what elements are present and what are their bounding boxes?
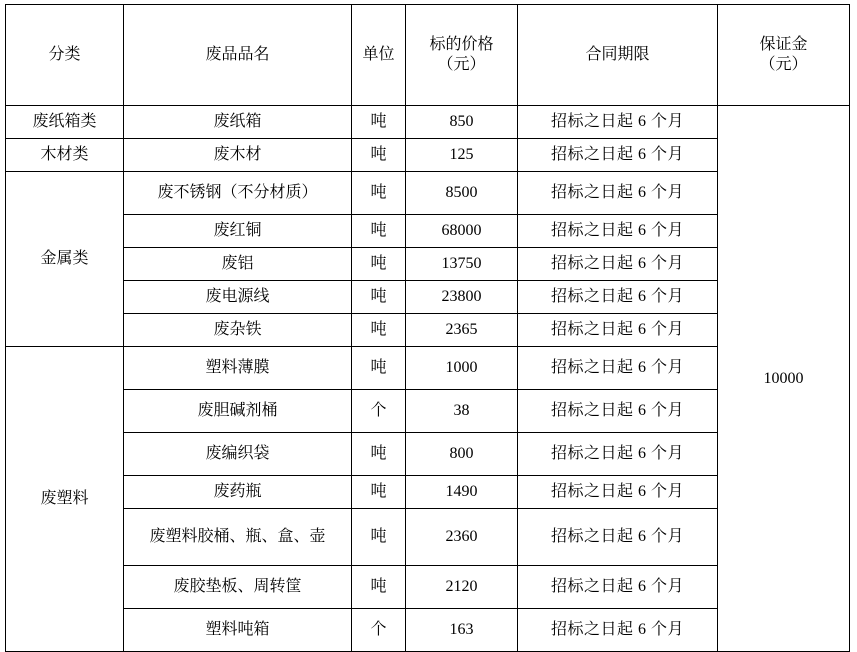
product-cell: 塑料薄膜 bbox=[124, 347, 352, 390]
category-cell: 木材类 bbox=[6, 139, 124, 172]
document-page bbox=[0, 4, 857, 638]
price-cell: 1490 bbox=[406, 476, 518, 509]
term-cell: 招标之日起 6 个月 bbox=[518, 390, 718, 433]
header-product: 废品品名 bbox=[124, 5, 352, 106]
unit-cell: 吨 bbox=[352, 566, 406, 609]
term-cell: 招标之日起 6 个月 bbox=[518, 248, 718, 281]
term-cell: 招标之日起 6 个月 bbox=[518, 106, 718, 139]
unit-cell: 吨 bbox=[352, 314, 406, 347]
unit-cell: 吨 bbox=[352, 509, 406, 566]
term-cell: 招标之日起 6 个月 bbox=[518, 139, 718, 172]
unit-cell: 吨 bbox=[352, 347, 406, 390]
product-cell: 废铝 bbox=[124, 248, 352, 281]
price-cell: 1000 bbox=[406, 347, 518, 390]
header-category: 分类 bbox=[6, 5, 124, 106]
price-cell: 163 bbox=[406, 609, 518, 652]
header-deposit-line1: 保证金 bbox=[759, 36, 808, 53]
table-row bbox=[6, 106, 850, 139]
product-cell: 废不锈钢（不分材质） bbox=[124, 172, 352, 215]
term-cell: 招标之日起 6 个月 bbox=[518, 609, 718, 652]
price-cell: 800 bbox=[406, 433, 518, 476]
product-cell: 废编织袋 bbox=[124, 433, 352, 476]
term-cell: 招标之日起 6 个月 bbox=[518, 476, 718, 509]
unit-cell: 吨 bbox=[352, 172, 406, 215]
price-cell: 2365 bbox=[406, 314, 518, 347]
product-cell: 废塑料胶桶、瓶、盒、壶 bbox=[124, 509, 352, 566]
price-cell: 68000 bbox=[406, 215, 518, 248]
header-price bbox=[406, 5, 518, 106]
table-header-row bbox=[6, 5, 850, 106]
header-deposit-line2: （元） bbox=[759, 56, 808, 73]
term-cell: 招标之日起 6 个月 bbox=[518, 566, 718, 609]
category-cell: 金属类 bbox=[6, 172, 124, 347]
unit-cell: 吨 bbox=[352, 476, 406, 509]
product-cell: 废药瓶 bbox=[124, 476, 352, 509]
price-cell: 850 bbox=[406, 106, 518, 139]
deposit-cell: 10000 bbox=[718, 106, 850, 652]
category-cell: 废塑料 bbox=[6, 347, 124, 652]
unit-cell: 个 bbox=[352, 609, 406, 652]
price-cell: 23800 bbox=[406, 281, 518, 314]
term-cell: 招标之日起 6 个月 bbox=[518, 314, 718, 347]
product-cell: 废胆碱剂桶 bbox=[124, 390, 352, 433]
category-cell: 废纸箱类 bbox=[6, 106, 124, 139]
term-cell: 招标之日起 6 个月 bbox=[518, 215, 718, 248]
product-cell: 废红铜 bbox=[124, 215, 352, 248]
header-price-line1: 标的价格 bbox=[429, 36, 494, 53]
product-cell: 废胶垫板、周转筐 bbox=[124, 566, 352, 609]
term-cell: 招标之日起 6 个月 bbox=[518, 172, 718, 215]
product-cell: 废电源线 bbox=[124, 281, 352, 314]
price-cell: 38 bbox=[406, 390, 518, 433]
term-cell: 招标之日起 6 个月 bbox=[518, 433, 718, 476]
header-term: 合同期限 bbox=[518, 5, 718, 106]
unit-cell: 吨 bbox=[352, 433, 406, 476]
term-cell: 招标之日起 6 个月 bbox=[518, 281, 718, 314]
product-cell: 废木材 bbox=[124, 139, 352, 172]
unit-cell: 吨 bbox=[352, 139, 406, 172]
header-unit: 单位 bbox=[352, 5, 406, 106]
product-cell: 废杂铁 bbox=[124, 314, 352, 347]
price-cell: 8500 bbox=[406, 172, 518, 215]
waste-price-table bbox=[5, 4, 850, 652]
unit-cell: 吨 bbox=[352, 281, 406, 314]
term-cell: 招标之日起 6 个月 bbox=[518, 347, 718, 390]
unit-cell: 吨 bbox=[352, 215, 406, 248]
unit-cell: 个 bbox=[352, 390, 406, 433]
price-cell: 2360 bbox=[406, 509, 518, 566]
price-cell: 125 bbox=[406, 139, 518, 172]
unit-cell: 吨 bbox=[352, 248, 406, 281]
header-deposit bbox=[718, 5, 850, 106]
price-cell: 2120 bbox=[406, 566, 518, 609]
unit-cell: 吨 bbox=[352, 106, 406, 139]
header-price-line2: （元） bbox=[437, 56, 486, 73]
price-cell: 13750 bbox=[406, 248, 518, 281]
product-cell: 废纸箱 bbox=[124, 106, 352, 139]
product-cell: 塑料吨箱 bbox=[124, 609, 352, 652]
term-cell: 招标之日起 6 个月 bbox=[518, 509, 718, 566]
